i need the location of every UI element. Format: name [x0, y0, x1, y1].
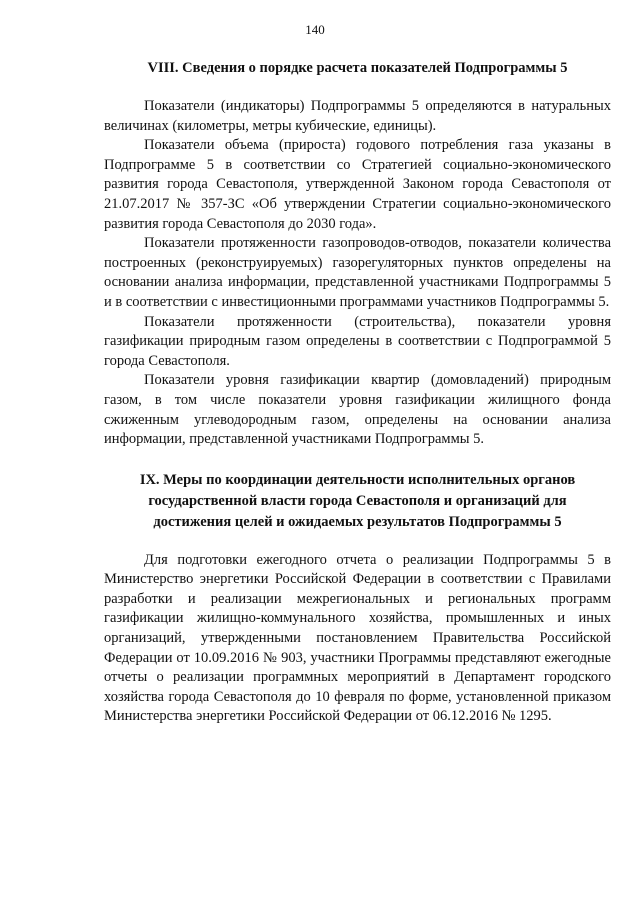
page-number: 140 [305, 22, 325, 37]
page-content [104, 58, 611, 727]
section-8-paragraph-3: Показатели протяженности газопроводов-отводов, показатели количества построенных (реконструируемых) газорегуляторных пунктов определены на основании анализа информации, представленной участниками Подпрограммы 5 и в соответствии с инвестиционными программами участников Подпрограммы 5. [104, 235, 611, 310]
section-9-title-line-3: достижения целей и ожидаемых результатов Подпрограммы 5 [153, 513, 562, 530]
section-8-title-text: VIII. Сведения о порядке расчета показателей Подпрограммы 5 [147, 60, 568, 76]
section-8-paragraph-5: Показатели уровня газификации квартир (домовладений) природным газом, в том числе показатели уровня газификации жилищного фонда сжиженным углеводородным газом, определены на основании анализа информации, представленной участниками Подпрограммы 5. [104, 372, 611, 448]
section-8-title [104, 58, 611, 79]
section-9-title [104, 470, 611, 533]
section-9-paragraph-1: Для подготовки ежегодного отчета о реализации Подпрограммы 5 в Министерство энергетики Российской Федерации в соответствии с Правилами разработки и реализации межрегиональных и региональных программ газификации жилищно-коммунального хозяйства, промышленных и иных организаций, утвержденными постановлением Правительства Российской Федерации от 10.09.2016 № 903, участники Программы представляют ежегодные отчеты о реализации программных мероприятий в Департамент городского хозяйства города Севастополя до 10 февраля по форме, установленной приказом Министерства энергетики Российской Федерации от 06.12.2016 № 1295. [104, 551, 611, 725]
section-8-paragraph-1: Показатели (индикаторы) Подпрограммы 5 определяются в натуральных величинах (километры, метры кубические, единицы). [104, 98, 611, 134]
section-9-title-line-1: IX. Меры по координации деятельности исполнительных органов [139, 471, 576, 488]
section-9-title-line-2: государственной власти города Севастополя и организаций для [148, 492, 567, 509]
section-8 [104, 58, 611, 450]
section-8-paragraph-2: Показатели объема (прироста) годового потребления газа указаны в Подпрограмме 5 в соответствии со Стратегией социально-экономического развития города Севастополя, утвержденной Законом города Севастополя от 21.07.2017 № 357-ЗС «Об утверждении Стратегии социально-экономического развития города Севастополя до 2030 года». [104, 137, 611, 232]
section-9 [104, 470, 611, 727]
section-8-paragraph-4: Показатели протяженности (строительства), показатели уровня газификации природным газом определены в соответствии с Подпрограммой 5 города Севастополя. [104, 313, 611, 369]
